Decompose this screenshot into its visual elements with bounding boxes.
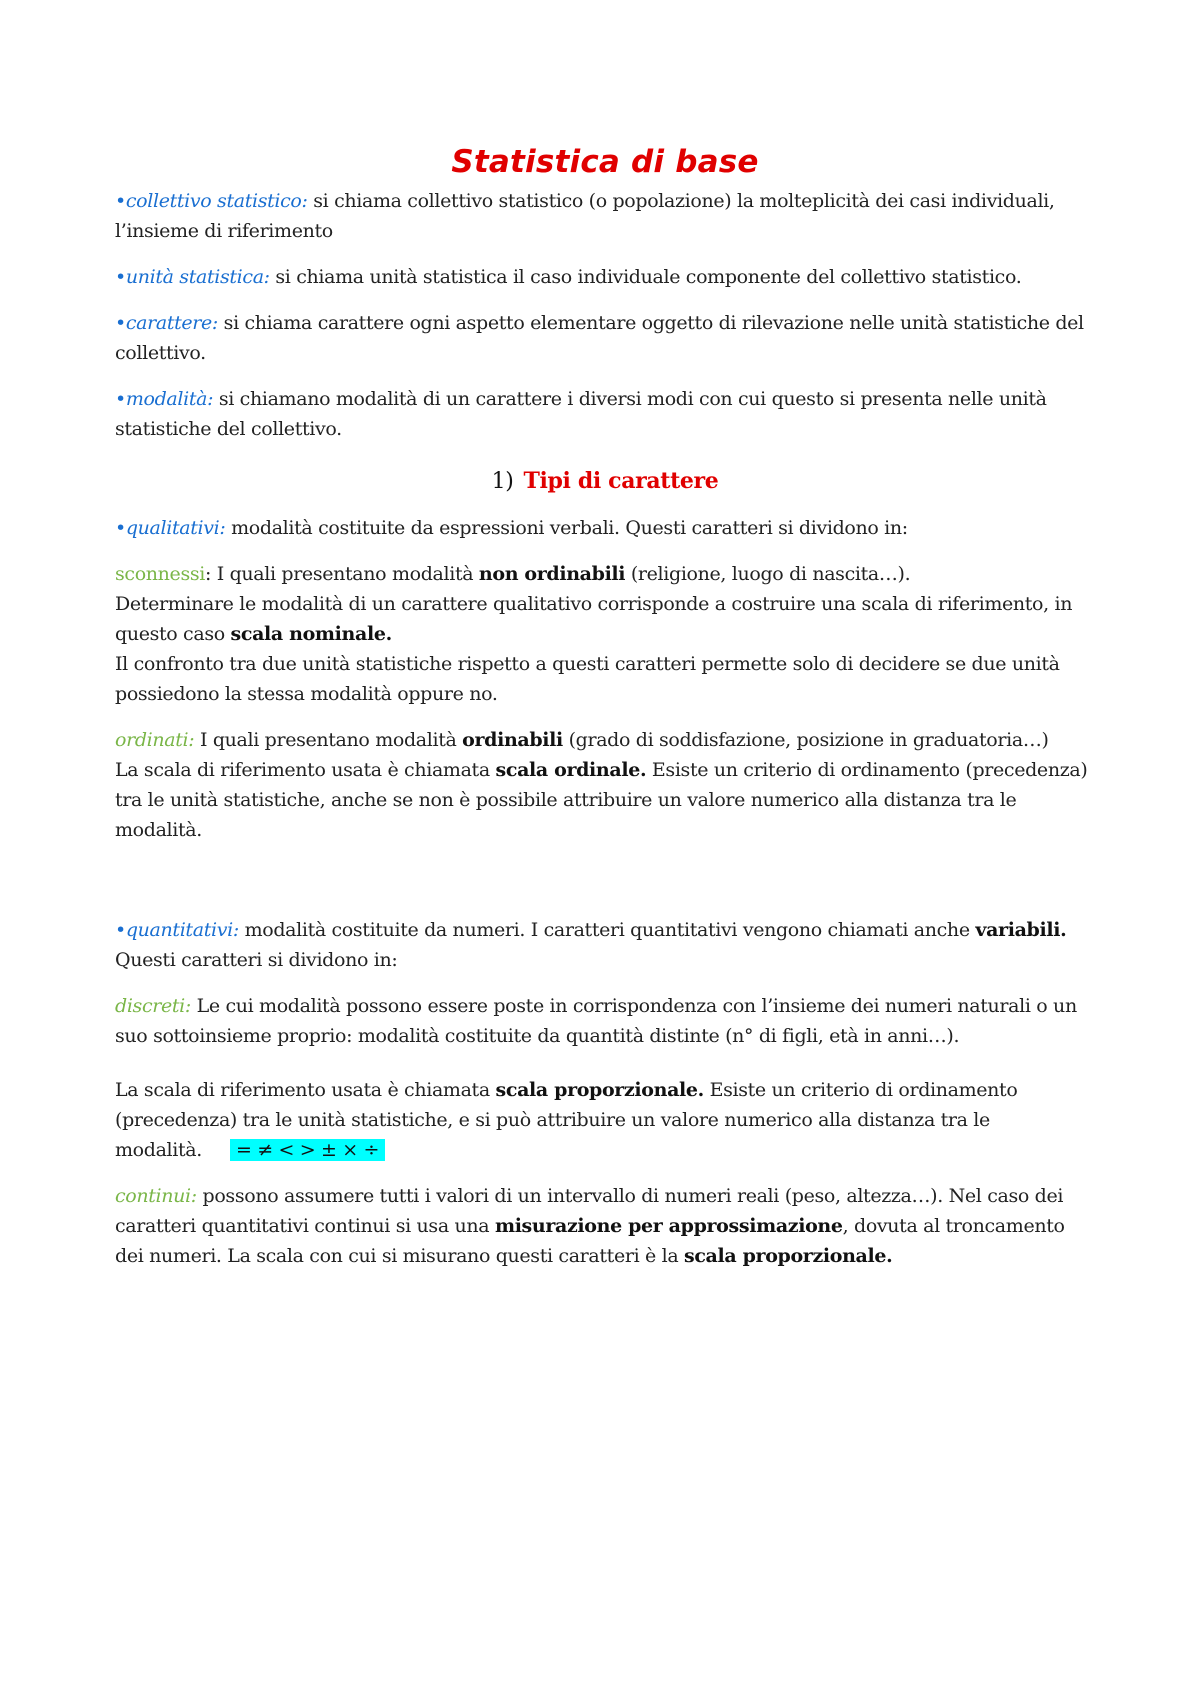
- definition-text: si chiama collettivo statistico (o popolazione) la molteplicità dei casi individuali, l’insieme di riferimento: [115, 190, 1055, 242]
- bold-scala-proporzionale: scala proporzionale.: [495, 1079, 704, 1101]
- continui-paragraph: [115, 1181, 1095, 1271]
- term-discreti: discreti:: [115, 995, 191, 1017]
- document-title: Statistica di base: [451, 144, 759, 180]
- definition-text: si chiamano modalità di un carattere i diversi modi con cui questo si presenta nelle unità statistiche del collettivo.: [115, 388, 1047, 440]
- section-title: Tipi di carattere: [523, 468, 719, 494]
- sconnessi-line-3: Il confronto tra due unità statistiche rispetto a questi caratteri permette solo di decidere se due unità possiedono la stessa modalità oppure no.: [115, 653, 1060, 705]
- term-continui: continui:: [115, 1185, 197, 1207]
- ordinati-text-2: (grado di soddisfazione, posizione in graduatoria…): [562, 729, 1049, 751]
- quantitativi-text: modalità costituite da numeri. I caratteri quantitativi vengono chiamati anche: [238, 919, 976, 941]
- term-qualitativi: •qualitativi:: [115, 517, 226, 539]
- quantitativi-text-2: Questi caratteri si dividono in:: [115, 949, 398, 971]
- definition-carattere: [115, 308, 1095, 368]
- document-page: [115, 140, 1095, 1271]
- ordinati-line-2b: Esiste un criterio di ordinamento (precedenza) tra le unità statistiche, anche se non è possibile attribuire un valore numerico alla distanza tra le modalità.: [115, 759, 1088, 841]
- term-sconnessi: sconnessi: [115, 563, 205, 585]
- bold-scala-proporzionale-2: scala proporzionale.: [683, 1245, 893, 1267]
- qualitativi-text: modalità costituite da espressioni verbali. Questi caratteri si dividono in:: [225, 517, 908, 539]
- bold-ordinabili: ordinabili: [462, 729, 563, 751]
- definition-text: si chiama unità statistica il caso individuale componente del collettivo statistico.: [269, 266, 1022, 288]
- section-number: 1): [491, 469, 514, 494]
- math-symbols-highlight: = ≠ < > ± × ÷: [230, 1139, 385, 1161]
- discreti-scala-paragraph: [115, 1075, 1095, 1165]
- definition-text: si chiama carattere ogni aspetto elementare oggetto di rilevazione nelle unità statistiche del collettivo.: [115, 312, 1084, 364]
- ordinati-line-2: La scala di riferimento usata è chiamata: [115, 759, 496, 781]
- term-unita: •unità statistica:: [115, 266, 270, 288]
- bold-misurazione: misurazione per approssimazione: [494, 1215, 843, 1237]
- term-quantitativi: •quantitativi:: [115, 919, 239, 941]
- definition-modalita: [115, 384, 1095, 444]
- continui-text-2: , dovuta al troncamento dei numeri. La scala con cui si misurano questi caratteri è la: [115, 1215, 1065, 1267]
- sconnessi-paragraph: [115, 559, 1095, 709]
- ordinati-paragraph: [115, 725, 1095, 845]
- continui-text: possono assumere tutti i valori di un intervallo di numeri reali (peso, altezza…). Nel caso dei caratteri quantitativi continui si usa una: [115, 1185, 1064, 1237]
- bold-scala-ordinale: scala ordinale.: [495, 759, 647, 781]
- definition-unita: [115, 262, 1095, 292]
- quantitativi-paragraph: [115, 915, 1095, 975]
- spacer: [115, 845, 1095, 899]
- term-ordinati: ordinati:: [115, 729, 195, 751]
- bold-scala-nominale: scala nominale.: [230, 623, 392, 645]
- discreti-paragraph: [115, 991, 1095, 1051]
- discreti-text: Le cui modalità possono essere poste in corrispondenza con l’insieme dei numeri naturali o un suo sottoinsieme proprio: modalità costituite da quantità distinte (n° di figli, età in anni…).: [115, 995, 1077, 1047]
- qualitativi-paragraph: [115, 513, 1095, 543]
- definition-collettivo: [115, 186, 1095, 246]
- bold-non-ordinabili: non ordinabili: [478, 563, 626, 585]
- term-carattere: •carattere:: [115, 312, 218, 334]
- discreti-scala-text: La scala di riferimento usata è chiamata: [115, 1079, 496, 1101]
- sconnessi-line-2: Determinare le modalità di un carattere qualitativo corrisponde a costruire una scala di riferimento, in questo caso: [115, 593, 1073, 645]
- section-heading: [115, 464, 1095, 499]
- sconnessi-text-2: (religione, luogo di nascita…).: [625, 563, 911, 585]
- ordinati-text: I quali presentano modalità: [194, 729, 463, 751]
- term-collettivo: •collettivo statistico:: [115, 190, 308, 212]
- discreti-scala-text-2: Esiste un criterio di ordinamento (precedenza) tra le unità statistiche, e si può attribuire un valore numerico alla distanza tra le modalità.: [115, 1079, 1018, 1161]
- sconnessi-text: : I quali presentano modalità: [204, 563, 479, 585]
- term-modalita: •modalità:: [115, 388, 214, 410]
- bold-variabili: variabili.: [975, 919, 1067, 941]
